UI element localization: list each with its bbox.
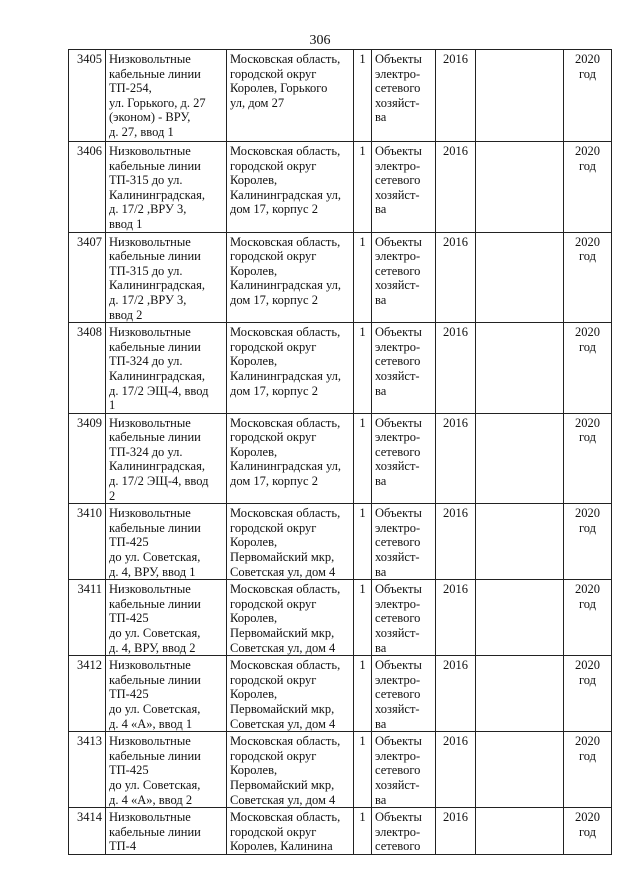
object-category-line: Объекты (375, 810, 422, 825)
object-term-line: 2020 (575, 325, 600, 340)
object-category-line: ва (375, 564, 387, 579)
object-category-line: ва (375, 792, 387, 807)
object-address-line: Первомайский мкр, (230, 777, 335, 792)
object-category-line: электро- (375, 430, 421, 445)
empty-cell (476, 413, 564, 504)
object-address (227, 50, 354, 142)
object-address-line: Королев, (230, 173, 278, 188)
object-year: 2016 (436, 413, 476, 504)
object-category-line: сетевого (375, 687, 421, 702)
object-name-line: ТП-425 (109, 611, 149, 626)
object-term-line: год (578, 824, 597, 839)
table-row (69, 808, 612, 855)
object-quantity: 1 (354, 232, 372, 323)
object-category-line: хозяйст- (375, 95, 420, 110)
object-name-line: д. 27, ввод 1 (109, 124, 174, 139)
object-category-line: ва (375, 716, 387, 731)
object-address (227, 656, 354, 732)
table-row (69, 580, 612, 656)
object-term (564, 142, 612, 233)
object-name-line: д. 17/2 ЭЩ-4, ввод (109, 474, 209, 489)
object-address-line: городской округ (230, 249, 317, 264)
object-category-line: сетевого (375, 611, 421, 626)
object-category-line: ва (375, 292, 387, 307)
object-name-line: Низковольтные (109, 810, 191, 825)
registry-table (68, 49, 612, 855)
empty-cell (476, 232, 564, 323)
object-address-line: Королев, (230, 535, 278, 550)
object-name-line: д. 4, ВРУ, ввод 1 (109, 564, 196, 579)
object-address-line: городской округ (230, 824, 317, 839)
object-category-line: сетевого (375, 173, 421, 188)
object-term (564, 580, 612, 656)
object-term-line: год (578, 158, 597, 173)
object-category-line: электро- (375, 824, 421, 839)
object-address-line: Советская ул, дом 4 (230, 640, 336, 655)
object-address-line: Калининградская ул, (230, 278, 342, 293)
object-address (227, 413, 354, 504)
object-category-line: сетевого (375, 839, 421, 854)
object-category-line: хозяйст- (375, 459, 420, 474)
object-address-line: городской округ (230, 339, 317, 354)
object-category (372, 504, 436, 580)
object-term (564, 808, 612, 855)
object-name-line: 2 (109, 488, 116, 503)
object-term (564, 732, 612, 808)
object-category-line: хозяйст- (375, 777, 420, 792)
object-name-line: д. 4 «А», ввод 2 (109, 792, 193, 807)
object-name-line: Низковольтные (109, 325, 191, 340)
object-name-line: Низковольтные (109, 658, 191, 673)
object-address-line: Королев, (230, 263, 278, 278)
table-row (69, 656, 612, 732)
object-category (372, 142, 436, 233)
object-term (564, 323, 612, 414)
object-name-line: Низковольтные (109, 506, 191, 521)
object-address-line: Королев, (230, 444, 278, 459)
object-category-line: ва (375, 202, 387, 217)
object-address-line: городской округ (230, 66, 317, 81)
object-name-line: ТП-425 (109, 687, 149, 702)
object-name-line: ул. Горького, д. 27 (109, 95, 206, 110)
object-address (227, 323, 354, 414)
object-category-line: Объекты (375, 325, 422, 340)
row-number: 3409 (69, 413, 106, 504)
object-category-line: Объекты (375, 52, 422, 66)
object-term-line: 2020 (575, 506, 600, 521)
empty-cell (476, 50, 564, 142)
object-category (372, 580, 436, 656)
object-name-line: д. 17/2 ,ВРУ 3, (109, 202, 187, 217)
object-address-line: Московская область, (230, 734, 341, 749)
object-category-line: Объекты (375, 506, 422, 521)
object-year: 2016 (436, 504, 476, 580)
object-address (227, 504, 354, 580)
object-name-line: д. 4 «А», ввод 1 (109, 716, 193, 731)
object-address (227, 232, 354, 323)
object-term-line: год (578, 748, 597, 763)
table-row (69, 232, 612, 323)
object-address-line: Королев, (230, 763, 278, 778)
object-year: 2016 (436, 323, 476, 414)
object-quantity: 1 (354, 504, 372, 580)
object-name-line: до ул. Советская, (109, 777, 201, 792)
object-address-line: Советская ул, дом 4 (230, 716, 336, 731)
empty-cell (476, 323, 564, 414)
empty-cell (476, 580, 564, 656)
object-term-line: год (578, 430, 597, 445)
object-address-line: Московская область, (230, 234, 341, 249)
registry-body (69, 50, 612, 855)
object-name-line: кабельные линии (109, 596, 201, 611)
object-year: 2016 (436, 580, 476, 656)
row-number: 3414 (69, 808, 106, 855)
object-term-line: 2020 (575, 810, 600, 825)
object-year: 2016 (436, 656, 476, 732)
object-name-line: (эконом) - ВРУ, (109, 110, 191, 125)
object-category-line: сетевого (375, 763, 421, 778)
object-category-line: электро- (375, 596, 421, 611)
object-quantity: 1 (354, 580, 372, 656)
object-name-line: Низковольтные (109, 734, 191, 749)
object-name-line: Низковольтные (109, 144, 191, 158)
object-address-line: Московская область, (230, 658, 341, 673)
object-category-line: электро- (375, 520, 421, 535)
object-category-line: электро- (375, 339, 421, 354)
object-name-line: ТП-324 до ул. (109, 444, 183, 459)
object-name-line: д. 4, ВРУ, ввод 2 (109, 640, 196, 655)
object-category-line: ва (375, 110, 387, 125)
object-address-line: дом 17, корпус 2 (230, 292, 318, 307)
object-category-line: сетевого (375, 354, 421, 369)
table-row (69, 50, 612, 142)
object-category (372, 413, 436, 504)
object-term-line: год (578, 672, 597, 687)
object-name-line: Низковольтные (109, 234, 191, 249)
object-name-line: Низковольтные (109, 52, 191, 66)
object-quantity: 1 (354, 656, 372, 732)
object-term-line: 2020 (575, 144, 600, 158)
object-name (106, 808, 227, 855)
object-name-line: до ул. Советская, (109, 550, 201, 565)
object-term-line: 2020 (575, 415, 600, 430)
object-year: 2016 (436, 50, 476, 142)
object-address-line: Московская область, (230, 52, 341, 66)
object-name-line: до ул. Советская, (109, 701, 201, 716)
object-quantity: 1 (354, 50, 372, 142)
object-name-line: 1 (109, 398, 116, 413)
object-name-line: кабельные линии (109, 672, 201, 687)
object-address-line: Калининградская ул, (230, 187, 342, 202)
object-address-line: Московская область, (230, 810, 341, 825)
empty-cell (476, 504, 564, 580)
object-category-line: Объекты (375, 144, 422, 158)
object-category (372, 808, 436, 855)
object-name-line: кабельные линии (109, 249, 201, 264)
object-term (564, 232, 612, 323)
row-number: 3411 (69, 580, 106, 656)
row-number: 3410 (69, 504, 106, 580)
object-category-line: ва (375, 383, 387, 398)
object-name-line: кабельные линии (109, 430, 201, 445)
object-category-line: электро- (375, 249, 421, 264)
object-name-line: кабельные линии (109, 339, 201, 354)
object-address (227, 580, 354, 656)
object-address-line: Королев, (230, 354, 278, 369)
object-address-line: Калининградская ул, (230, 368, 342, 383)
object-term (564, 50, 612, 142)
object-category (372, 232, 436, 323)
table-row (69, 142, 612, 233)
object-address-line: Московская область, (230, 582, 341, 597)
object-address (227, 732, 354, 808)
object-term (564, 413, 612, 504)
object-term (564, 656, 612, 732)
row-number: 3406 (69, 142, 106, 233)
object-term (564, 504, 612, 580)
object-quantity: 1 (354, 323, 372, 414)
object-category-line: хозяйст- (375, 626, 420, 640)
object-term-line: год (578, 66, 597, 81)
object-term-line: год (578, 339, 597, 354)
object-name-line: ТП-324 до ул. (109, 354, 183, 369)
object-category-line: электро- (375, 672, 421, 687)
row-number: 3412 (69, 656, 106, 732)
object-address-line: Королев, (230, 611, 278, 626)
object-name (106, 232, 227, 323)
object-address-line: городской округ (230, 672, 317, 687)
object-category-line: Объекты (375, 582, 422, 597)
object-name (106, 656, 227, 732)
object-name-line: ТП-425 (109, 763, 149, 778)
object-address-line: городской округ (230, 520, 317, 535)
table-row (69, 413, 612, 504)
object-category-line: сетевого (375, 81, 421, 96)
object-name-line: ТП-425 (109, 535, 149, 550)
object-category (372, 50, 436, 142)
object-category (372, 656, 436, 732)
object-name-line: кабельные линии (109, 748, 201, 763)
object-term-line: 2020 (575, 734, 600, 749)
object-address (227, 808, 354, 855)
object-address-line: Московская область, (230, 144, 341, 158)
object-category-line: сетевого (375, 263, 421, 278)
object-name-line: ТП-315 до ул. (109, 173, 183, 188)
object-name (106, 580, 227, 656)
row-number: 3413 (69, 732, 106, 808)
object-address-line: Советская ул, дом 4 (230, 564, 336, 579)
object-year: 2016 (436, 808, 476, 855)
object-category-line: сетевого (375, 535, 421, 550)
object-name (106, 50, 227, 142)
object-year: 2016 (436, 232, 476, 323)
object-year: 2016 (436, 732, 476, 808)
object-category (372, 323, 436, 414)
object-category-line: хозяйст- (375, 550, 420, 565)
table-row (69, 732, 612, 808)
object-name (106, 732, 227, 808)
object-category-line: Объекты (375, 415, 422, 430)
object-name-line: Низковольтные (109, 582, 191, 597)
object-term-line: 2020 (575, 234, 600, 249)
object-address-line: Первомайский мкр, (230, 701, 335, 716)
object-name (106, 142, 227, 233)
object-term-line: 2020 (575, 52, 600, 66)
object-address-line: Королев, Горького (230, 81, 328, 96)
object-address-line: Первомайский мкр, (230, 626, 335, 640)
object-quantity: 1 (354, 142, 372, 233)
object-address-line: Калининградская ул, (230, 459, 342, 474)
object-name-line: ввод 2 (109, 307, 143, 322)
object-term-line: 2020 (575, 582, 600, 597)
object-name-line: ТП-4 (109, 839, 137, 854)
object-address-line: Королев, Калинина (230, 839, 333, 854)
object-name-line: Низковольтные (109, 415, 191, 430)
object-category (372, 732, 436, 808)
object-quantity: 1 (354, 808, 372, 855)
object-name-line: д. 17/2 ,ВРУ 3, (109, 292, 187, 307)
object-category-line: хозяйст- (375, 368, 420, 383)
object-category-line: электро- (375, 748, 421, 763)
object-term-line: год (578, 596, 597, 611)
object-category-line: сетевого (375, 444, 421, 459)
table-row (69, 504, 612, 580)
object-address (227, 142, 354, 233)
object-name-line: кабельные линии (109, 158, 201, 173)
object-category-line: Объекты (375, 734, 422, 749)
object-category-line: Объекты (375, 234, 422, 249)
page-number: 306 (309, 33, 331, 48)
object-address-line: городской округ (230, 596, 317, 611)
object-name-line: кабельные линии (109, 824, 201, 839)
object-address-line: Первомайский мкр, (230, 550, 335, 565)
object-name-line: д. 17/2 ЭЩ-4, ввод (109, 383, 209, 398)
object-name (106, 504, 227, 580)
object-term-line: год (578, 249, 597, 264)
object-address-line: дом 17, корпус 2 (230, 202, 318, 217)
object-category-line: Объекты (375, 658, 422, 673)
object-quantity: 1 (354, 413, 372, 504)
object-quantity: 1 (354, 732, 372, 808)
object-address-line: Королев, (230, 687, 278, 702)
object-address-line: Советская ул, дом 4 (230, 792, 336, 807)
object-address-line: Московская область, (230, 325, 341, 340)
object-name-line: ввод 1 (109, 216, 143, 231)
object-address-line: дом 17, корпус 2 (230, 474, 318, 489)
object-address-line: Московская область, (230, 506, 341, 521)
object-category-line: ва (375, 640, 387, 655)
object-category-line: хозяйст- (375, 701, 420, 716)
object-name-line: Калининградская, (109, 187, 205, 202)
row-number: 3407 (69, 232, 106, 323)
object-name-line: Калининградская, (109, 368, 205, 383)
object-name-line: кабельные линии (109, 520, 201, 535)
object-category-line: ва (375, 474, 387, 489)
object-address-line: городской округ (230, 748, 317, 763)
object-category-line: электро- (375, 158, 421, 173)
object-name-line: до ул. Советская, (109, 626, 201, 640)
object-name-line: кабельные линии (109, 66, 201, 81)
empty-cell (476, 732, 564, 808)
empty-cell (476, 808, 564, 855)
object-address-line: городской округ (230, 158, 317, 173)
empty-cell (476, 656, 564, 732)
object-name-line: Калининградская, (109, 459, 205, 474)
object-name (106, 323, 227, 414)
object-term-line: год (578, 520, 597, 535)
object-name-line: ТП-315 до ул. (109, 263, 183, 278)
object-category-line: хозяйст- (375, 278, 420, 293)
table-row (69, 323, 612, 414)
object-address-line: дом 17, корпус 2 (230, 383, 318, 398)
row-number: 3405 (69, 50, 106, 142)
object-address-line: городской округ (230, 430, 317, 445)
row-number: 3408 (69, 323, 106, 414)
object-address-line: Московская область, (230, 415, 341, 430)
object-address-line: ул, дом 27 (230, 95, 285, 110)
empty-cell (476, 142, 564, 233)
object-category-line: электро- (375, 66, 421, 81)
object-year: 2016 (436, 142, 476, 233)
object-term-line: 2020 (575, 658, 600, 673)
object-name (106, 413, 227, 504)
object-name-line: Калининградская, (109, 278, 205, 293)
object-name-line: ТП-254, (109, 81, 152, 96)
object-category-line: хозяйст- (375, 187, 420, 202)
